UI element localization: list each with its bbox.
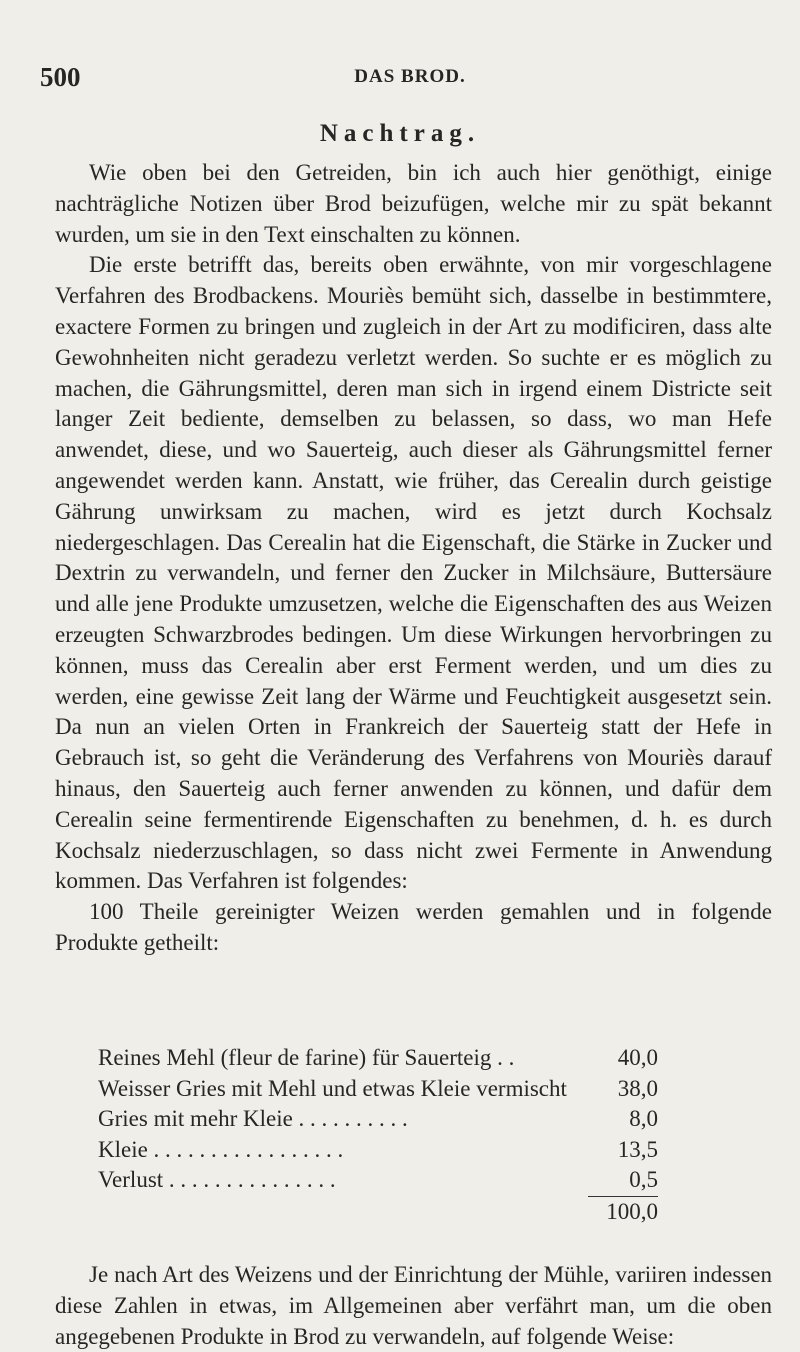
milling-table (98, 1043, 658, 1227)
table-row (98, 1043, 658, 1074)
table-total: 100,0 (588, 1196, 658, 1228)
row-value: 13,5 (617, 1136, 658, 1162)
closing-text (55, 1260, 772, 1352)
section-title: Nachtrag. (319, 120, 481, 147)
table-row (98, 1074, 658, 1105)
row-value: 38,0 (617, 1075, 658, 1101)
row-label: Reines Mehl (fleur de farine) für Sauerteig . . (98, 1045, 515, 1070)
row-value: 8,0 (629, 1106, 658, 1131)
row-label: Verlust . . . . . . . . . . . . . . . (98, 1167, 336, 1192)
paragraph-products: 100 Theile gereinigter Weizen werden gemahlen und in folgende Produkte getheilt: (55, 899, 772, 955)
row-label: Kleie . . . . . . . . . . . . . . . . . (98, 1136, 344, 1162)
row-label: Gries mit mehr Kleie . . . . . . . . . . (98, 1106, 408, 1131)
running-head: DAS BROD. (354, 66, 466, 87)
page-header (40, 62, 780, 96)
paragraph-method: Die erste betrifft das, bereits oben erwähnte, von mir vorgeschlagene Verfahren des Brodbackens. Mouriès bemüht sich, dasselbe in bestimmtere, exactere Formen zu bringen und zugleich in der Art zu modificiren, dass alte Gewohnheiten nicht geradezu verletzt werden. So suchte er es möglich zu machen, die Gährungsmittel, deren man sich in irgend einem Districte seit langer Zeit bediente, demselben zu belassen, so dass, wo man Hefe anwendet, diese, und wo Sauerteig, auch dieser als Gährungsmittel ferner angewendet werden kann. Anstatt, wie früher, das Cerealin durch geistige Gährung unwirksam zu machen, wird es jetzt durch Kochsalz niedergeschlagen. Das Cerealin hat die Eigenschaft, die Stärke in Zucker und Dextrin zu verwandeln, und ferner den Zucker in Milchsäure, Buttersäure und alle jene Produkte umzusetzen, welche die Eigenschaften des aus Weizen erzeugten Schwarzbrodes bedingen. Um diese Wirkungen hervorbringen zu können, muss das Cerealin aber erst Ferment werden, und um dies zu werden, eine gewisse Zeit lang der Wärme und Feuchtigkeit ausgesetzt sein. Da nun an vielen Orten in Frankreich der Sauerteig statt der Hefe in Gebrauch ist, so geht die Veränderung des Verfahrens von Mouriès darauf hinaus, den Sauerteig auch ferner anwenden zu können, und dafür dem Cerealin seine fermentirende Eigenschaften zu benehmen, d. h. es durch Kochsalz niederzuschlagen, so dass nicht zwei Fermente in Anwendung kommen. Das Verfahren ist folgendes: (55, 252, 772, 894)
paragraph-closing: Je nach Art des Weizens und der Einrichtung der Mühle, variiren indessen diese Zahlen in etwas, im Allgemeinen aber verfährt man, um die oben angegebenen Produkte in Brod zu verwandeln, auf folgende Weise: (55, 1262, 772, 1349)
table-row (98, 1165, 658, 1196)
body-text (55, 158, 772, 959)
table-row (98, 1135, 658, 1166)
table-row (98, 1104, 658, 1135)
row-label: Weisser Gries mit Mehl und etwas Kleie vermischt (98, 1075, 567, 1101)
row-value: 0,5 (629, 1167, 658, 1192)
paragraph-intro: Wie oben bei den Getreiden, bin ich auch hier genöthigt, einige nachträgliche Notizen über Brod beizufügen, welche mir zu spät bekannt wurden, um sie in den Text einschalten zu können. (55, 160, 772, 247)
row-value: 40,0 (617, 1045, 658, 1070)
page-number: 500 (40, 62, 81, 92)
table-total-row (98, 1196, 658, 1228)
